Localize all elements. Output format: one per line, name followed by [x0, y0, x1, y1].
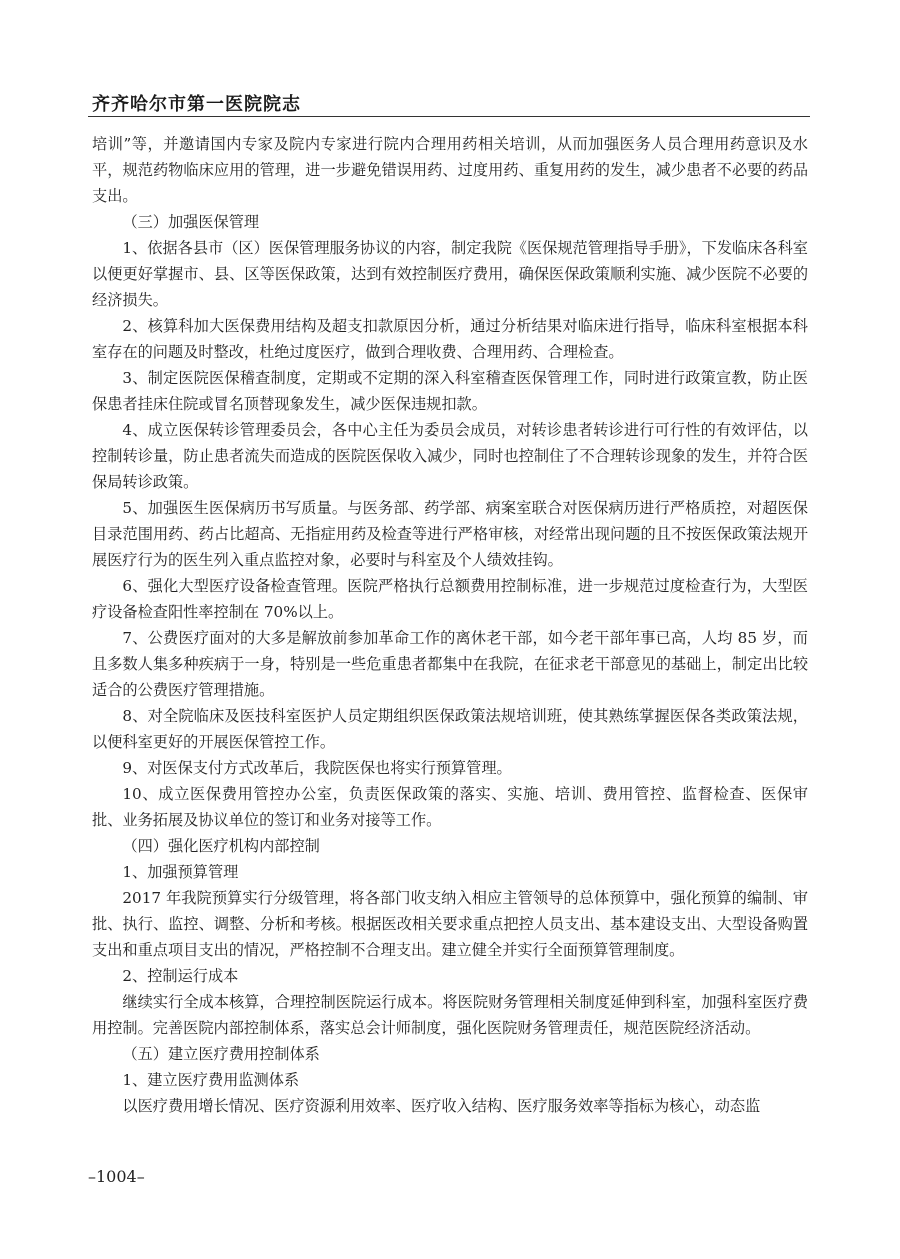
header-rule [88, 116, 810, 117]
page-number: –1004– [88, 1167, 145, 1186]
subsection-heading: 2、控制运行成本 [122, 967, 239, 985]
page-body [92, 131, 808, 1119]
paragraph: 4、成立医保转诊管理委员会，各中心主任为委员会成员，对转诊患者转诊进行可行性的有效评估，以控制转诊量，防止患者流失而造成的医院医保收入减少，同时也控制住了不合理转诊现象的发生，并符合医保局转诊政策。 [92, 421, 808, 491]
paragraph: 9、对医保支付方式改革后，我院医保也将实行预算管理。 [122, 759, 512, 777]
page-header-title: 齐齐哈尔市第一医院院志 [92, 94, 301, 115]
paragraph: 继续实行全成本核算，合理控制医院运行成本。将医院财务管理相关制度延伸到科室，加强科室医疗费用控制。完善医院内部控制体系，落实总会计师制度，强化医院财务管理责任，规范医院经济活动。 [92, 993, 808, 1037]
section-heading: （三）加强医保管理 [122, 213, 260, 231]
section-heading: （五）建立医疗费用控制体系 [122, 1045, 320, 1063]
paragraph: 2、核算科加大医保费用结构及超支扣款原因分析，通过分析结果对临床进行指导，临床科室根据本科室存在的问题及时整改，杜绝过度医疗，做到合理收费、合理用药、合理检查。 [92, 317, 808, 361]
subsection-heading: 1、建立医疗费用监测体系 [122, 1071, 300, 1089]
paragraph: 3、制定医院医保稽查制度，定期或不定期的深入科室稽查医保管理工作，同时进行政策宣教，防止医保患者挂床住院或冒名顶替现象发生，减少医保违规扣款。 [92, 369, 808, 413]
paragraph: 培训”等，并邀请国内专家及院内专家进行院内合理用药相关培训，从而加强医务人员合理用药意识及水平，规范药物临床应用的管理，进一步避免错误用药、过度用药、重复用药的发生，减少患者不必要的药品支出。 [92, 135, 808, 205]
paragraph: 6、强化大型医疗设备检查管理。医院严格执行总额费用控制标准，进一步规范过度检查行为，大型医疗设备检查阳性率控制在 70%以上。 [92, 577, 808, 621]
paragraph: 8、对全院临床及医技科室医护人员定期组织医保政策法规培训班，使其熟练掌握医保各类政策法规，以便科室更好的开展医保管控工作。 [92, 707, 808, 751]
section-heading: （四）强化医疗机构内部控制 [122, 837, 320, 855]
paragraph: 1、依据各县市（区）医保管理服务协议的内容，制定我院《医保规范管理指导手册》，下发临床各科室以便更好掌握市、县、区等医保政策，达到有效控制医疗费用，确保医保政策顺利实施、减少医院不必要的经济损失。 [92, 239, 808, 309]
paragraph: 10、成立医保费用管控办公室，负责医保政策的落实、实施、培训、费用管控、监督检查、医保审批、业务拓展及协议单位的签订和业务对接等工作。 [92, 785, 808, 829]
paragraph: 5、加强医生医保病历书写质量。与医务部、药学部、病案室联合对医保病历进行严格质控，对超医保目录范围用药、药占比超高、无指症用药及检查等进行严格审核，对经常出现问题的且不按医保政策法规开展医疗行为的医生列入重点监控对象，必要时与科室及个人绩效挂钩。 [92, 499, 808, 569]
paragraph: 2017 年我院预算实行分级管理，将各部门收支纳入相应主管领导的总体预算中，强化预算的编制、审批、执行、监控、调整、分析和考核。根据医改相关要求重点把控人员支出、基本建设支出、大型设备购置支出和重点项目支出的情况，严格控制不合理支出。建立健全并实行全面预算管理制度。 [92, 889, 808, 959]
paragraph: 以医疗费用增长情况、医疗资源利用效率、医疗收入结构、医疗服务效率等指标为核心，动态监 [122, 1097, 761, 1115]
subsection-heading: 1、加强预算管理 [122, 863, 239, 881]
paragraph: 7、公费医疗面对的大多是解放前参加革命工作的离休老干部，如今老干部年事已高，人均 85 岁，而且多数人集多种疾病于一身，特别是一些危重患者都集中在我院，在征求老干部意见的基础上，制定出比较适合的公费医疗管理措施。 [92, 629, 808, 699]
